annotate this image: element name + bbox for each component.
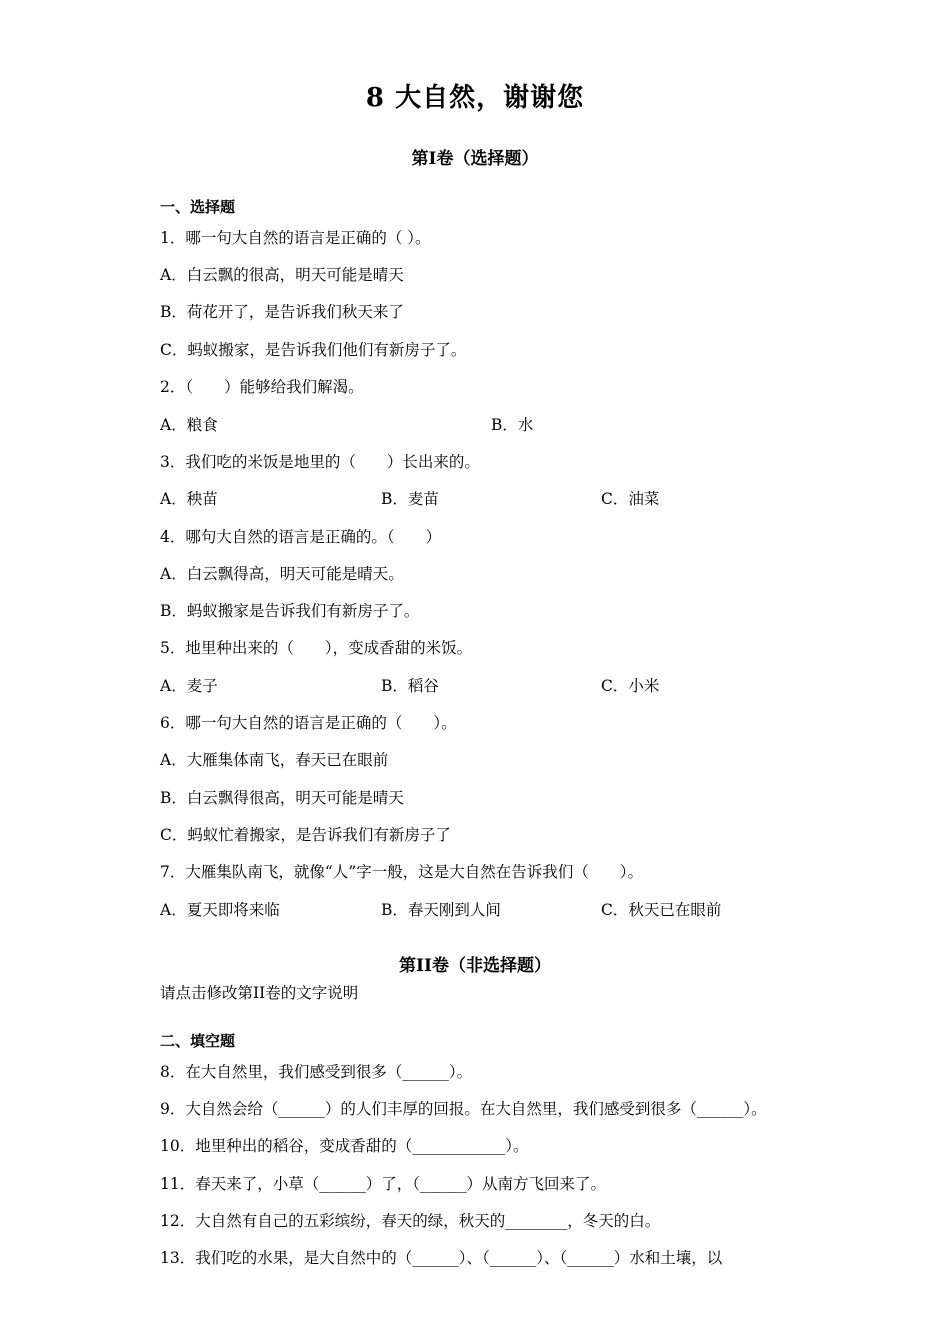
section-heading-fill: 二、填空题 bbox=[160, 1032, 236, 1050]
question-5-option-a: A．麦子 bbox=[160, 677, 218, 695]
question-8: 8．在大自然里，我们感受到很多（______）。 bbox=[160, 1063, 473, 1081]
question-1-option-b: B．荷花开了，是告诉我们秋天来了 bbox=[160, 303, 404, 321]
question-13: 13．我们吃的水果，是大自然中的（______）、（______）、（______）水和土壤，以 bbox=[160, 1249, 723, 1267]
question-11: 11．春天来了，小草（______）了，（______）从南方飞回来了。 bbox=[160, 1175, 606, 1193]
question-1-option-c: C．蚂蚁搬家，是告诉我们他们有新房子了。 bbox=[160, 341, 467, 359]
question-5-stem: 5．地里种出来的（ ），变成香甜的米饭。 bbox=[160, 639, 473, 657]
question-5-option-b: B．稻谷 bbox=[381, 677, 439, 695]
question-7-stem: 7．大雁集队南飞，就像“人”字一般，这是大自然在告诉我们（ ）。 bbox=[160, 863, 643, 881]
part1-title: 第I卷（选择题） bbox=[411, 149, 539, 169]
part2-note: 请点击修改第II卷的文字说明 bbox=[160, 984, 359, 1002]
question-6-stem: 6．哪一句大自然的语言是正确的（ ）。 bbox=[160, 714, 457, 732]
question-1-option-a: A．白云飘的很高，明天可能是晴天 bbox=[160, 266, 404, 284]
question-7-option-a: A．夏天即将来临 bbox=[160, 901, 280, 919]
question-1-stem: 1．哪一句大自然的语言是正确的（ ）。 bbox=[160, 229, 431, 247]
question-6-option-c: C．蚂蚁忙着搬家，是告诉我们有新房子了 bbox=[160, 826, 451, 844]
question-9: 9．大自然会给（______）的人们丰厚的回报。在大自然里，我们感受到很多（______）。 bbox=[160, 1100, 767, 1118]
section-heading-choice: 一、选择题 bbox=[160, 198, 236, 216]
question-6-option-b: B．白云飘得很高，明天可能是晴天 bbox=[160, 789, 404, 807]
page-title: 8 大自然，谢谢您 bbox=[365, 83, 585, 113]
question-2-option-b: B．水 bbox=[491, 416, 534, 434]
question-3-option-b: B．麦苗 bbox=[381, 490, 439, 508]
question-4-option-a: A．白云飘得高，明天可能是晴天。 bbox=[160, 565, 404, 583]
question-3-stem: 3．我们吃的米饭是地里的（ ）长出来的。 bbox=[160, 453, 480, 471]
question-2-option-a: A．粮食 bbox=[160, 416, 218, 434]
part2-title: 第II卷（非选择题） bbox=[399, 956, 551, 976]
question-2-stem: 2．（ ）能够给我们解渴。 bbox=[160, 378, 364, 396]
question-5-option-c: C．小米 bbox=[601, 677, 660, 695]
question-4-option-b: B．蚂蚁搬家是告诉我们有新房子了。 bbox=[160, 602, 420, 620]
question-12: 12．大自然有自己的五彩缤纷，春天的绿，秋天的________，冬天的白。 bbox=[160, 1212, 661, 1230]
question-3-option-c: C．油菜 bbox=[601, 490, 660, 508]
question-10: 10．地里种出的稻谷，变成香甜的（____________）。 bbox=[160, 1137, 529, 1155]
question-7-option-c: C．秋天已在眼前 bbox=[601, 901, 722, 919]
question-4-stem: 4．哪句大自然的语言是正确的。（ ） bbox=[160, 528, 442, 546]
question-3-option-a: A．秧苗 bbox=[160, 490, 218, 508]
question-7-option-b: B．春天刚到人间 bbox=[381, 901, 501, 919]
question-6-option-a: A．大雁集体南飞，春天已在眼前 bbox=[160, 751, 389, 769]
